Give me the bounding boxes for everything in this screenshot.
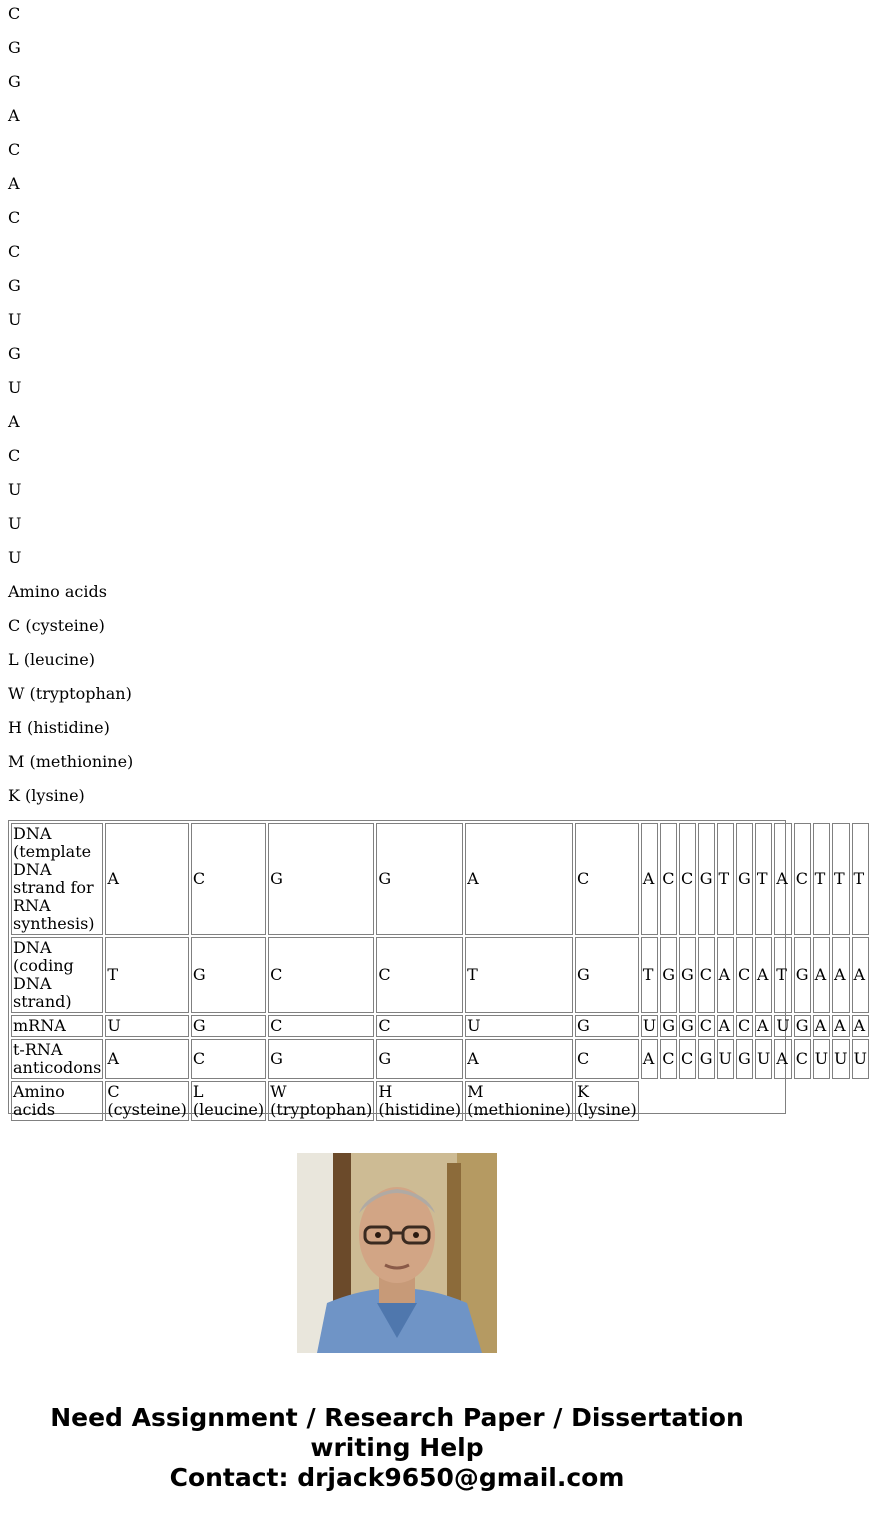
sequence-letter: A xyxy=(8,174,20,193)
table-cell: C xyxy=(679,823,696,935)
row-label: DNA (coding DNA strand) xyxy=(11,937,103,1013)
sequence-letter: U xyxy=(8,548,22,567)
footer-contact-email: Contact: drjack9650@gmail.com xyxy=(169,1463,625,1492)
table-cell: C xyxy=(660,1039,677,1079)
genetic-code-table xyxy=(9,821,871,1123)
sequence-letter: A xyxy=(8,412,20,431)
table-cell: T xyxy=(755,823,772,935)
table-cell: A xyxy=(832,937,849,1013)
table-cell: U xyxy=(813,1039,830,1079)
table-cell: A xyxy=(465,823,573,935)
table-cell: C xyxy=(794,823,811,935)
table-cell: G xyxy=(376,823,463,935)
table-cell: C xyxy=(794,1039,811,1079)
table-cell: C xyxy=(698,1015,715,1037)
amino-acid-item: C (cysteine) xyxy=(8,616,105,635)
sequence-letter: C xyxy=(8,208,21,227)
table-cell: G xyxy=(794,937,811,1013)
row-label: t-RNA anticodons xyxy=(13,1040,102,1077)
table-cell: T xyxy=(641,937,658,1013)
table-cell: A xyxy=(641,823,658,935)
table-cell: T xyxy=(105,937,188,1013)
sequence-letter: U xyxy=(8,480,22,499)
table-row xyxy=(11,1081,869,1121)
amino-acids-heading: Amino acids xyxy=(8,582,107,601)
table-cell: U xyxy=(776,1016,790,1035)
table-cell: G xyxy=(795,1016,809,1035)
table-cell: G xyxy=(698,1039,715,1079)
table-cell: A xyxy=(641,1039,658,1079)
sequence-letter: U xyxy=(8,310,22,329)
table-row xyxy=(11,1015,869,1037)
table-cell: A xyxy=(832,1015,849,1037)
sequence-letter: C xyxy=(8,140,21,159)
table-cell: G xyxy=(268,1039,374,1079)
table-cell: C xyxy=(191,1039,266,1079)
table-cell: M (methionine) xyxy=(467,1082,571,1119)
table-cell: A xyxy=(755,1015,772,1037)
table-cell: U xyxy=(105,1015,188,1037)
table-cell: G xyxy=(679,937,696,1013)
footer-line-1: Need Assignment / Research Paper / Dissertation xyxy=(50,1403,744,1432)
footer-line-2: writing Help xyxy=(310,1433,484,1462)
author-avatar xyxy=(297,1153,497,1353)
table-cell: A xyxy=(105,1039,188,1079)
table-cell: C xyxy=(191,823,266,935)
table-cell: C xyxy=(575,1039,639,1079)
table-cell: A xyxy=(755,937,772,1013)
table-cell: C xyxy=(575,823,639,935)
amino-acid-item: W (tryptophan) xyxy=(8,684,132,703)
table-cell: A xyxy=(774,823,791,935)
table-cell: H (histidine) xyxy=(378,1082,462,1119)
table-cell: G xyxy=(660,937,677,1013)
sequence-letter: G xyxy=(8,344,21,363)
table-cell: C xyxy=(376,1015,463,1037)
table-cell: C xyxy=(736,1015,753,1037)
table-cell: G xyxy=(376,1039,463,1079)
table-cell: U xyxy=(642,1016,657,1035)
amino-acid-item: M (methionine) xyxy=(8,752,134,771)
table-cell: A xyxy=(105,823,188,935)
table-cell: G xyxy=(736,1039,753,1079)
table-cell: T xyxy=(465,937,573,1013)
table-cell: C xyxy=(660,823,677,935)
table-cell: A xyxy=(852,1015,869,1037)
table-cell: C xyxy=(376,937,463,1013)
sequence-letter: G xyxy=(8,276,21,295)
table-cell: A xyxy=(774,1039,791,1079)
sequence-letter: G xyxy=(8,38,21,57)
table-cell: G xyxy=(736,823,753,935)
table-cell: G xyxy=(191,937,266,1013)
table-cell: G xyxy=(575,1015,639,1037)
table-cell: G xyxy=(662,1016,675,1035)
table-cell: A xyxy=(465,1039,573,1079)
table-cell: G xyxy=(191,1015,266,1037)
table-cell: A xyxy=(813,1015,830,1037)
sequence-letter: A xyxy=(8,106,20,125)
table-cell: T xyxy=(717,823,734,935)
contact-footer xyxy=(0,1403,794,1493)
table-cell: U xyxy=(717,1039,734,1079)
amino-acid-item: L (leucine) xyxy=(8,650,95,669)
row-label: mRNA xyxy=(11,1015,103,1037)
table-cell: A xyxy=(813,937,830,1013)
table-cell: C xyxy=(698,937,715,1013)
table-cell: T xyxy=(852,823,869,935)
table-row xyxy=(11,1039,869,1079)
sequence-letter: G xyxy=(8,72,21,91)
table-cell: L (leucine) xyxy=(192,1082,265,1119)
row-label: DNA (template DNA strand for RNA synthesis) xyxy=(11,823,103,935)
sequence-letter: C xyxy=(8,446,21,465)
table-cell: T xyxy=(774,937,791,1013)
table-cell: T xyxy=(813,823,830,935)
table-cell: U xyxy=(465,1015,573,1037)
amino-acid-item: H (histidine) xyxy=(8,718,110,737)
author-portrait xyxy=(297,1153,497,1353)
genetic-code-table-wrapper xyxy=(8,820,868,1119)
sequence-letter: U xyxy=(8,378,22,397)
table-row xyxy=(11,937,869,1013)
table-cell: W (tryptophan) xyxy=(270,1082,373,1119)
sequence-letter: C xyxy=(8,4,21,23)
table-cell: G xyxy=(698,823,715,935)
table-cell: A xyxy=(717,937,734,1013)
table-cell: C (cysteine) xyxy=(107,1082,187,1119)
table-cell: K (lysine) xyxy=(576,1082,637,1119)
table-cell: G xyxy=(575,937,639,1013)
table-cell: U xyxy=(832,1039,849,1079)
table-cell: C xyxy=(268,937,374,1013)
table-cell: G xyxy=(268,823,374,935)
table-cell: U xyxy=(755,1039,772,1079)
sequence-letter: C xyxy=(8,242,21,261)
table-cell: T xyxy=(832,823,849,935)
table-row xyxy=(11,823,869,935)
amino-acid-item: K (lysine) xyxy=(8,786,85,805)
table-cell: G xyxy=(680,1016,694,1035)
table-cell: C xyxy=(268,1015,374,1037)
table-cell: A xyxy=(717,1015,734,1037)
row-label: Amino acids xyxy=(11,1081,103,1121)
table-cell: C xyxy=(679,1039,696,1079)
sequence-letter-list xyxy=(8,0,133,816)
table-cell: C xyxy=(736,937,753,1013)
sequence-letter: U xyxy=(8,514,22,533)
table-cell: A xyxy=(852,937,869,1013)
table-cell: U xyxy=(852,1039,869,1079)
